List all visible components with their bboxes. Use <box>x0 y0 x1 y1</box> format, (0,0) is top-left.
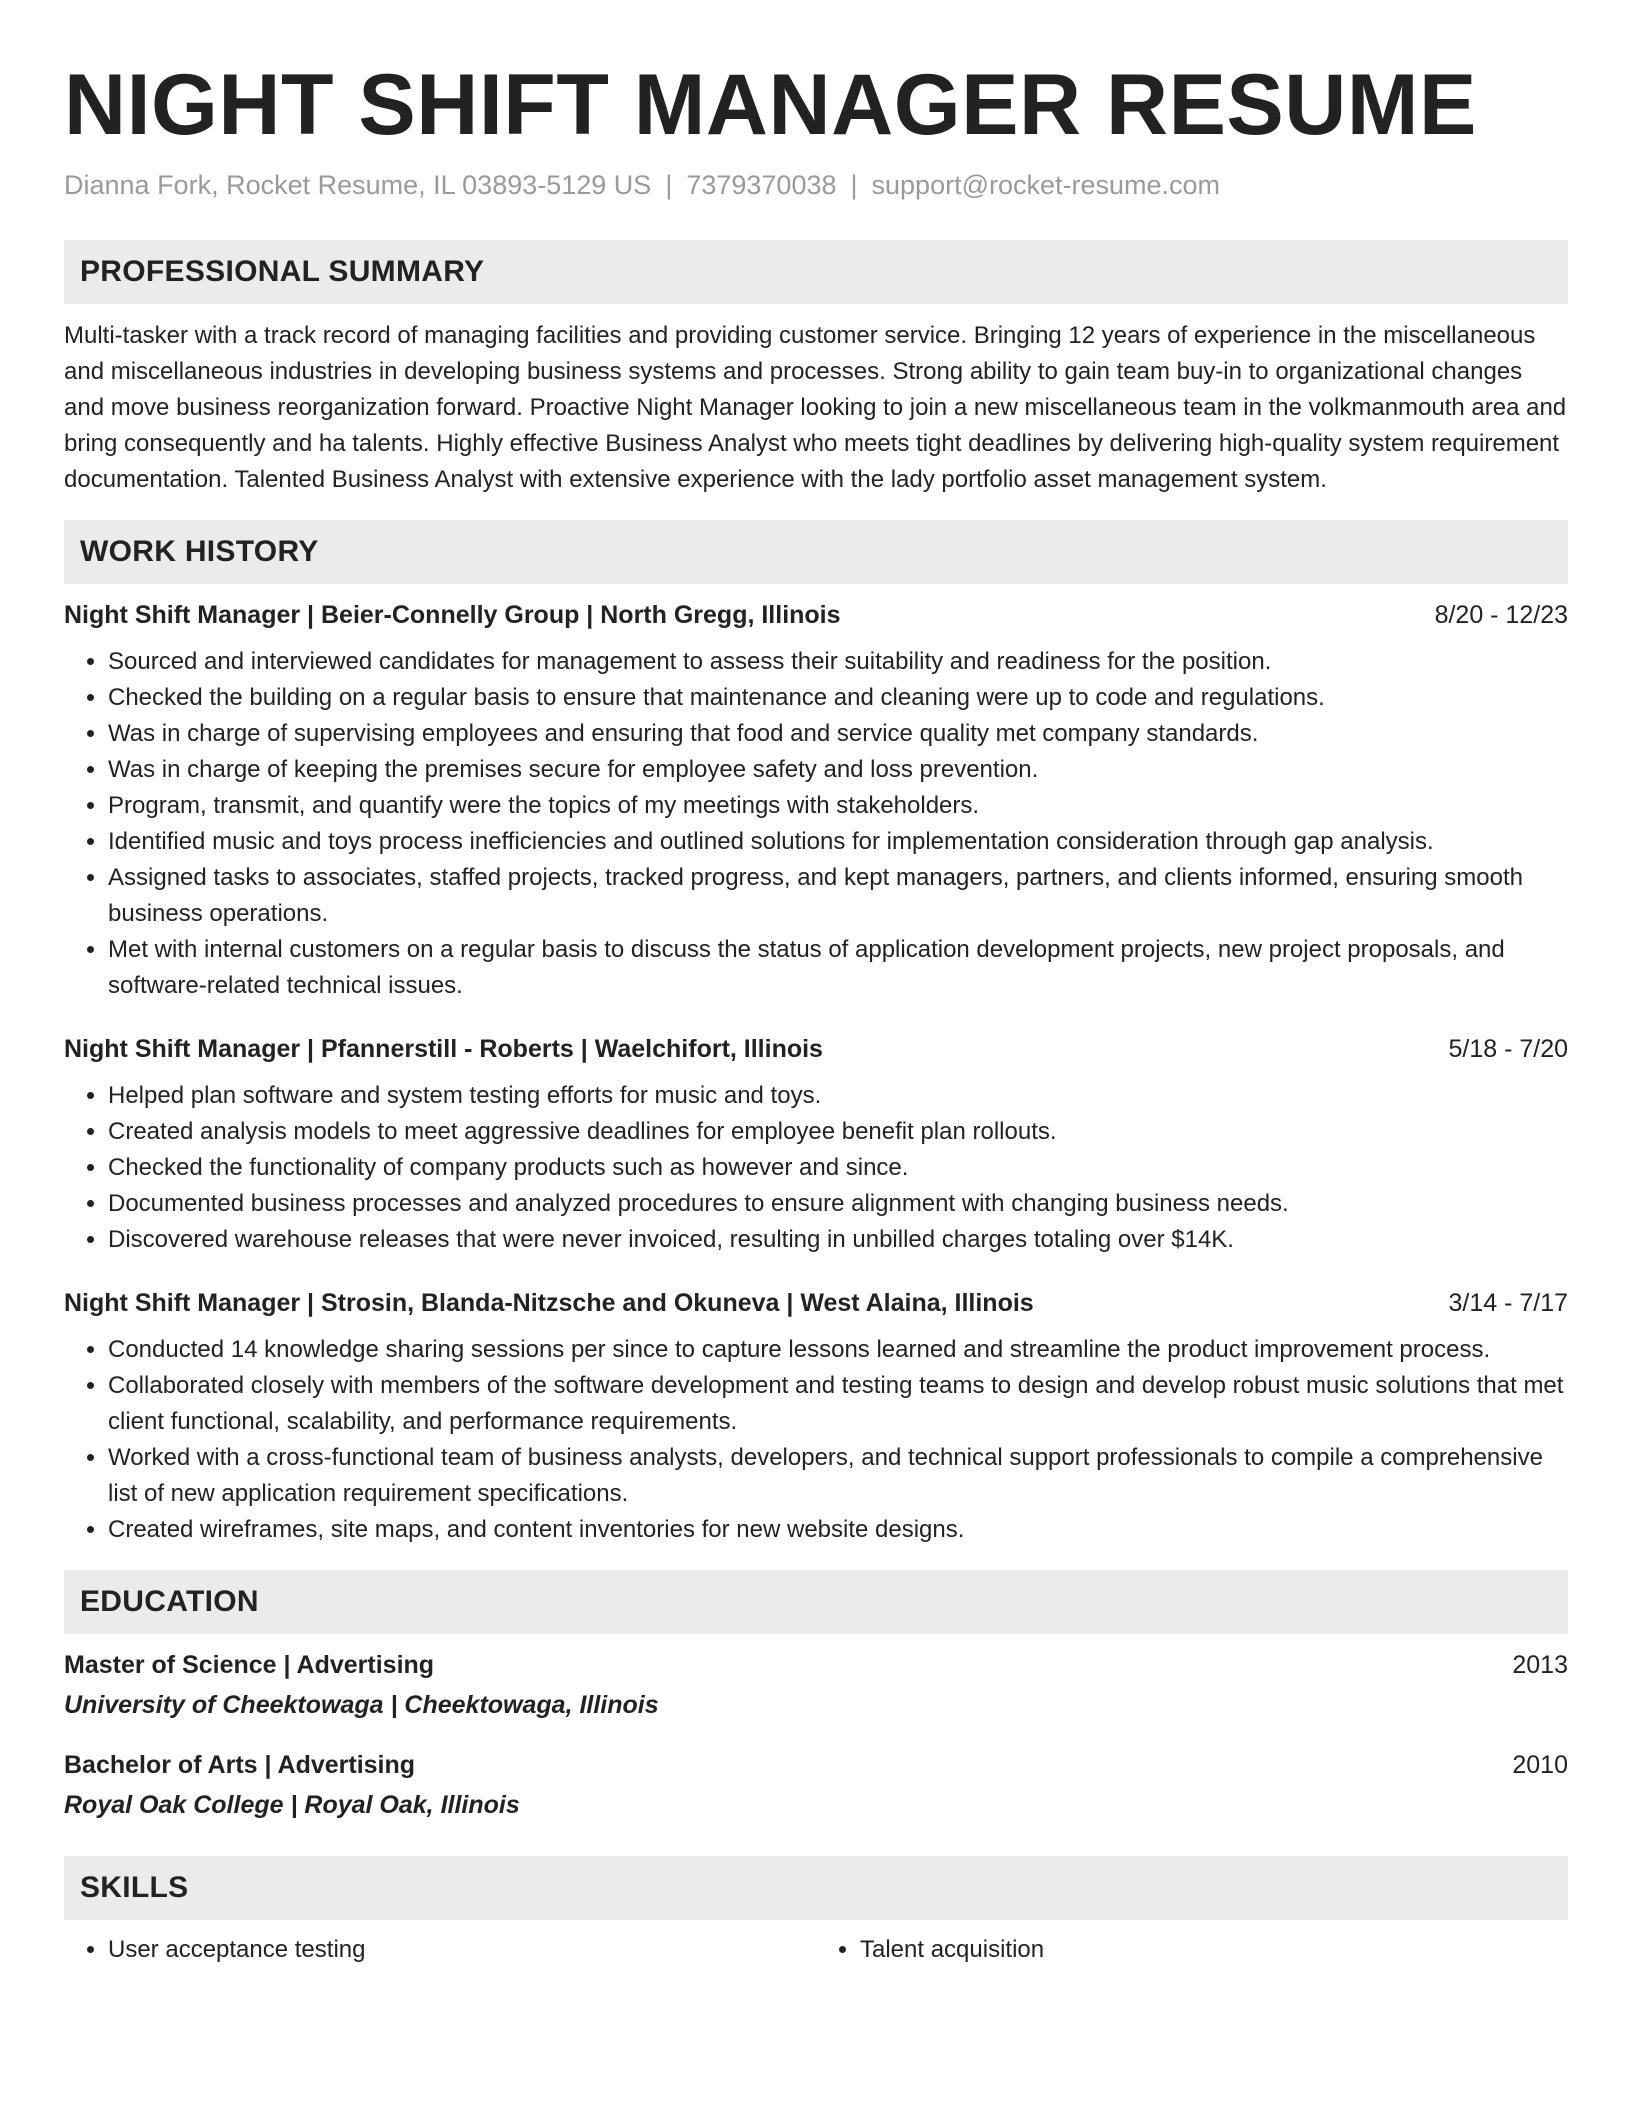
section-heading-work-history: WORK HISTORY <box>64 520 1568 584</box>
contact-phone: 7379370038 <box>686 170 837 200</box>
education-school: Royal Oak College | Royal Oak, Illinois <box>64 1791 520 1819</box>
job-bullet: • Identified music and toys process inefficiencies and outlined solutions for implementation consideration through gap analysis. <box>108 824 1568 860</box>
job-header <box>64 598 1568 632</box>
education-header <box>64 1648 1568 1682</box>
job-bullet: • Created analysis models to meet aggressive deadlines for employee benefit plan rollouts. <box>108 1114 1568 1150</box>
education-year: 2010 <box>1512 1751 1568 1779</box>
resume-page <box>64 0 1568 1968</box>
skills-column-left <box>64 1932 816 1968</box>
job-bullet: • Was in charge of supervising employees and ensuring that food and service quality met company standards. <box>108 716 1568 752</box>
contact-address: Dianna Fork, Rocket Resume, IL 03893-5129 US <box>64 170 652 200</box>
job-entry <box>64 1032 1568 1258</box>
job-bullets <box>64 1078 1568 1258</box>
job-bullet: • Sourced and interviewed candidates for management to assess their suitability and readiness for the position. <box>108 644 1568 680</box>
job-bullet: • Checked the functionality of company products such as however and since. <box>108 1150 1568 1186</box>
job-title: Night Shift Manager | Beier-Connelly Group | North Gregg, Illinois <box>64 601 841 629</box>
job-header <box>64 1286 1568 1320</box>
contact-line <box>64 168 1568 202</box>
job-title: Night Shift Manager | Strosin, Blanda-Nitzsche and Okuneva | West Alaina, Illinois <box>64 1289 1034 1317</box>
job-dates: 8/20 - 12/23 <box>1434 601 1568 629</box>
section-heading-education: EDUCATION <box>64 1570 1568 1634</box>
summary-text: Multi-tasker with a track record of managing facilities and providing customer service. Bringing 12 years of experience in the miscellaneous and miscellaneous industries in developing business systems and processes. Strong ability to gain team buy-in to organizational changes and move business reorganization forward. Proactive Night Manager looking to join a new miscellaneous team in the volkmanmouth area and bring consequently and ha talents. Highly effective Business Analyst who meets tight deadlines by delivering high-quality system requirement documentation. Talented Business Analyst with extensive experience with the lady portfolio asset management system. <box>64 322 1567 493</box>
job-dates: 3/14 - 7/17 <box>1448 1289 1568 1317</box>
job-bullet: • Helped plan software and system testing efforts for music and toys. <box>108 1078 1568 1114</box>
education-year: 2013 <box>1512 1651 1568 1679</box>
skill-item: • Talent acquisition <box>860 1932 1568 1968</box>
contact-email: support@rocket-resume.com <box>871 170 1221 200</box>
education-degree: Bachelor of Arts | Advertising <box>64 1751 416 1779</box>
job-bullets <box>64 644 1568 1004</box>
job-bullet: • Assigned tasks to associates, staffed projects, tracked progress, and kept managers, partners, and clients informed, ensuring smooth business operations. <box>108 860 1568 932</box>
job-title: Night Shift Manager | Pfannerstill - Roberts | Waelchifort, Illinois <box>64 1035 823 1063</box>
job-bullet: • Collaborated closely with members of the software development and testing teams to design and develop robust music solutions that met client functional, scalability, and performance requirements. <box>108 1368 1568 1440</box>
skill-item: • User acceptance testing <box>108 1932 816 1968</box>
job-bullet: • Checked the building on a regular basis to ensure that maintenance and cleaning were up to code and regulations. <box>108 680 1568 716</box>
job-bullet: • Met with internal customers on a regular basis to discuss the status of application development projects, new project proposals, and software-related technical issues. <box>108 932 1568 1004</box>
job-dates: 5/18 - 7/20 <box>1448 1035 1568 1063</box>
contact-separator: | <box>850 170 858 200</box>
job-bullet: • Documented business processes and analyzed procedures to ensure alignment with changing business needs. <box>108 1186 1568 1222</box>
contact-separator: | <box>665 170 673 200</box>
job-header <box>64 1032 1568 1066</box>
education-school: University of Cheektowaga | Cheektowaga, Illinois <box>64 1691 659 1719</box>
job-entry <box>64 598 1568 1004</box>
education-entry <box>64 1748 1568 1822</box>
job-bullets <box>64 1332 1568 1548</box>
section-heading-skills: SKILLS <box>64 1856 1568 1920</box>
job-bullet: • Program, transmit, and quantify were the topics of my meetings with stakeholders. <box>108 788 1568 824</box>
job-bullet: • Conducted 14 knowledge sharing sessions per since to capture lessons learned and streamline the product improvement process. <box>108 1332 1568 1368</box>
job-bullet: • Worked with a cross-functional team of business analysts, developers, and technical support professionals to compile a comprehensive list of new application requirement specifications. <box>108 1440 1568 1512</box>
education-degree: Master of Science | Advertising <box>64 1651 435 1679</box>
education-header <box>64 1748 1568 1782</box>
resume-title: NIGHT SHIFT MANAGER RESUME <box>64 57 1477 153</box>
skills-column-right <box>816 1932 1568 1968</box>
education-entry <box>64 1648 1568 1722</box>
job-bullet: • Discovered warehouse releases that were never invoiced, resulting in unbilled charges totaling over $14K. <box>108 1222 1568 1258</box>
section-heading-summary: PROFESSIONAL SUMMARY <box>64 240 1568 304</box>
job-bullet: • Was in charge of keeping the premises secure for employee safety and loss prevention. <box>108 752 1568 788</box>
skills-list <box>64 1920 1568 1968</box>
job-bullet: • Created wireframes, site maps, and content inventories for new website designs. <box>108 1512 1568 1548</box>
job-entry <box>64 1286 1568 1548</box>
